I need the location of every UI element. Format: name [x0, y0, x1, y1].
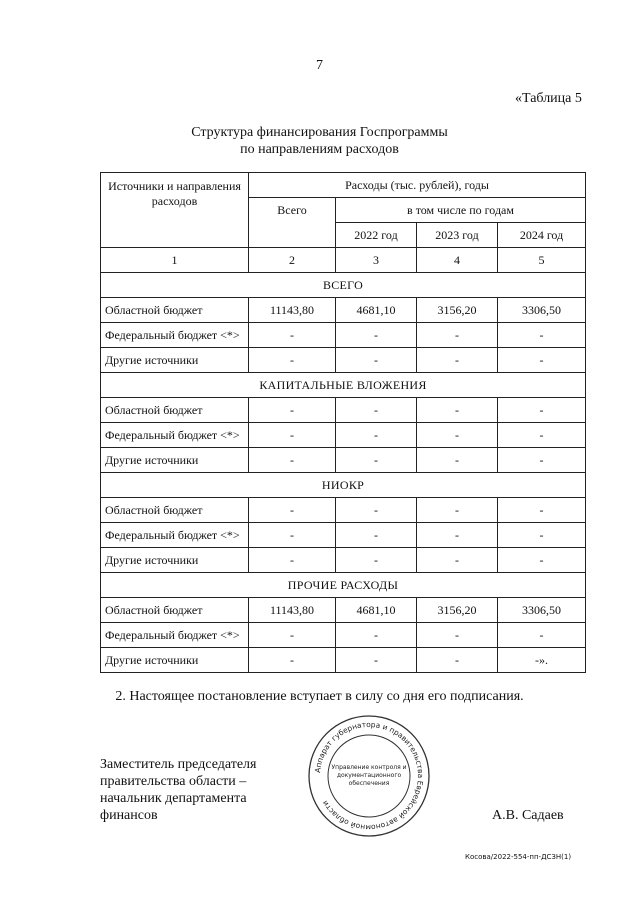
- section-header-row: [101, 373, 586, 398]
- value-cell: -: [249, 348, 336, 373]
- table-row: [101, 523, 586, 548]
- value-cell: -: [249, 423, 336, 448]
- value-cell: -: [249, 548, 336, 573]
- source-cell: Областной бюджет: [101, 298, 249, 323]
- value-cell: -».: [498, 648, 586, 673]
- signatory-position-line: Заместитель председателя: [100, 757, 257, 772]
- source-cell: Областной бюджет: [101, 498, 249, 523]
- value-cell: -: [336, 523, 417, 548]
- col-number: 2: [249, 248, 336, 273]
- value-cell: -: [336, 448, 417, 473]
- section-title: КАПИТАЛЬНЫЕ ВЛОЖЕНИЯ: [101, 373, 586, 398]
- seal-outer-text: Аппарат губернатора и правительства Еврейской автономной области: [313, 719, 426, 833]
- col-number: 5: [498, 248, 586, 273]
- value-cell: -: [417, 448, 498, 473]
- table-row: [101, 623, 586, 648]
- section-header-row: [101, 573, 586, 598]
- value-cell: -: [498, 423, 586, 448]
- column-numbers-row: [101, 248, 586, 273]
- financing-table: [100, 172, 586, 673]
- page-number: 7: [316, 58, 323, 73]
- value-cell: -: [249, 523, 336, 548]
- value-cell: -: [498, 398, 586, 423]
- source-cell: Федеральный бюджет <*>: [101, 423, 249, 448]
- value-cell: -: [417, 423, 498, 448]
- header-year-2024: 2024 год: [498, 223, 586, 248]
- signatory-position-line: начальник департамента: [100, 791, 247, 806]
- header-expenses: Расходы (тыс. рублей), годы: [249, 173, 586, 198]
- source-cell: Другие источники: [101, 548, 249, 573]
- value-cell: -: [498, 323, 586, 348]
- table-row: [101, 423, 586, 448]
- section-header-row: [101, 273, 586, 298]
- value-cell: -: [249, 323, 336, 348]
- header-by-year: в том числе по годам: [336, 198, 586, 223]
- value-cell: -: [498, 498, 586, 523]
- value-cell: 4681,10: [336, 298, 417, 323]
- value-cell: -: [417, 648, 498, 673]
- value-cell: -: [417, 548, 498, 573]
- table-row: [101, 548, 586, 573]
- header-year-2022: 2022 год: [336, 223, 417, 248]
- source-cell: Федеральный бюджет <*>: [101, 323, 249, 348]
- value-cell: 3156,20: [417, 598, 498, 623]
- official-seal: [307, 714, 431, 838]
- value-cell: -: [336, 648, 417, 673]
- table-row: [101, 298, 586, 323]
- table-row: [101, 448, 586, 473]
- source-cell: Другие источники: [101, 448, 249, 473]
- value-cell: -: [249, 498, 336, 523]
- seal-inner-text: обеспечения: [348, 780, 390, 787]
- seal-inner-text: Управление контроля и: [331, 764, 407, 771]
- value-cell: -: [249, 623, 336, 648]
- table-row: [101, 598, 586, 623]
- value-cell: -: [417, 398, 498, 423]
- source-cell: Другие источники: [101, 348, 249, 373]
- value-cell: -: [336, 623, 417, 648]
- value-cell: -: [249, 648, 336, 673]
- header-year-2023: 2023 год: [417, 223, 498, 248]
- value-cell: -: [336, 423, 417, 448]
- value-cell: -: [249, 448, 336, 473]
- value-cell: -: [336, 348, 417, 373]
- value-cell: -: [417, 348, 498, 373]
- value-cell: -: [336, 498, 417, 523]
- table-label: «Таблица 5: [515, 91, 582, 106]
- value-cell: -: [417, 323, 498, 348]
- value-cell: 3306,50: [498, 298, 586, 323]
- section-title: ВСЕГО: [101, 273, 586, 298]
- value-cell: 3156,20: [417, 298, 498, 323]
- table-title-line2: по направлениям расходов: [240, 142, 399, 157]
- seal-inner-text: документационного: [336, 772, 402, 779]
- table-row: [101, 498, 586, 523]
- source-cell: Федеральный бюджет <*>: [101, 623, 249, 648]
- table-row: [101, 648, 586, 673]
- signatory-name: А.В. Садаев: [492, 808, 564, 823]
- col-number: 3: [336, 248, 417, 273]
- col-number: 1: [101, 248, 249, 273]
- section-header-row: [101, 473, 586, 498]
- value-cell: -: [498, 448, 586, 473]
- header-row-1: [101, 173, 586, 198]
- value-cell: -: [336, 548, 417, 573]
- document-code: Косова/2022-554-пп-ДСЗН(1): [465, 853, 572, 861]
- value-cell: -: [417, 498, 498, 523]
- value-cell: -: [498, 348, 586, 373]
- section-title: НИОКР: [101, 473, 586, 498]
- col-number: 4: [417, 248, 498, 273]
- source-cell: Другие источники: [101, 648, 249, 673]
- value-cell: -: [498, 623, 586, 648]
- section-title: ПРОЧИЕ РАСХОДЫ: [101, 573, 586, 598]
- value-cell: -: [249, 398, 336, 423]
- source-cell: Областной бюджет: [101, 598, 249, 623]
- value-cell: -: [336, 323, 417, 348]
- signatory-position-line: финансов: [100, 808, 158, 823]
- table-row: [101, 398, 586, 423]
- value-cell: -: [498, 548, 586, 573]
- table-row: [101, 348, 586, 373]
- value-cell: 4681,10: [336, 598, 417, 623]
- value-cell: -: [417, 623, 498, 648]
- header-total: Всего: [249, 198, 336, 248]
- value-cell: 11143,80: [249, 298, 336, 323]
- signatory-position-line: правительства области –: [100, 774, 247, 789]
- clause-text: 2. Настоящее постановление вступает в силу со дня его подписания.: [115, 689, 524, 704]
- header-sources: Источники и направления расходов: [101, 173, 249, 248]
- value-cell: 3306,50: [498, 598, 586, 623]
- table-row: [101, 323, 586, 348]
- value-cell: -: [417, 523, 498, 548]
- table-title-line1: Структура финансирования Госпрограммы: [191, 125, 448, 140]
- source-cell: Областной бюджет: [101, 398, 249, 423]
- value-cell: -: [336, 398, 417, 423]
- value-cell: -: [498, 523, 586, 548]
- source-cell: Федеральный бюджет <*>: [101, 523, 249, 548]
- value-cell: 11143,80: [249, 598, 336, 623]
